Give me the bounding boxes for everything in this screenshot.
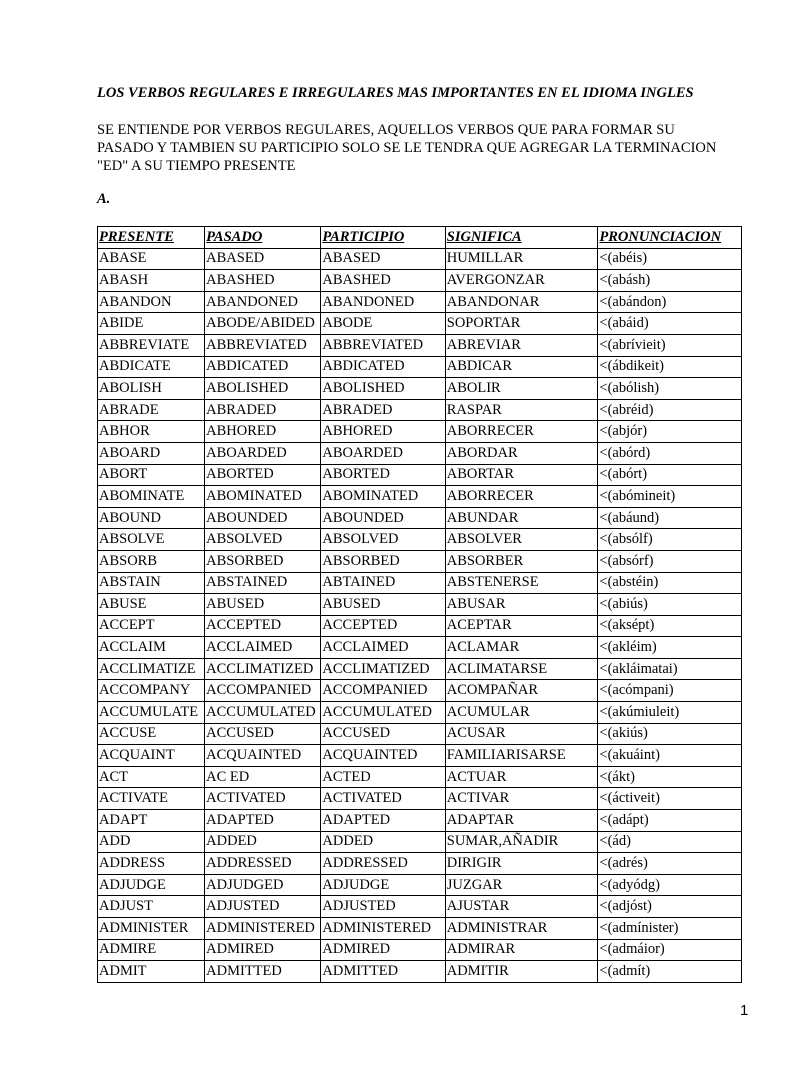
cell-significa: ABANDONAR — [445, 291, 598, 313]
cell-pronunciacion: <(akúmiuleit) — [598, 702, 742, 724]
cell-pasado: ACCLIMATIZED — [205, 658, 321, 680]
cell-presente: ABASE — [98, 248, 205, 270]
cell-pasado: ABANDONED — [205, 291, 321, 313]
cell-pronunciacion: <(abólish) — [598, 378, 742, 400]
cell-participio: ABUSED — [321, 594, 445, 616]
cell-significa: ABUNDAR — [445, 507, 598, 529]
header-pronunciacion: PRONUNCIACION — [598, 227, 742, 249]
table-row — [98, 658, 742, 680]
cell-participio: ACQUAINTED — [321, 745, 445, 767]
cell-participio: ABOLISHED — [321, 378, 445, 400]
cell-participio: ACCOMPANIED — [321, 680, 445, 702]
cell-presente: ABOLISH — [98, 378, 205, 400]
cell-pronunciacion: <(abrívieit) — [598, 334, 742, 356]
cell-pronunciacion: <(abórt) — [598, 464, 742, 486]
cell-pasado: ABHORED — [205, 421, 321, 443]
cell-participio: ABOUNDED — [321, 507, 445, 529]
cell-significa: ABUSAR — [445, 594, 598, 616]
cell-presente: ABSOLVE — [98, 529, 205, 551]
cell-significa: ABOLIR — [445, 378, 598, 400]
cell-pronunciacion: <(abréid) — [598, 399, 742, 421]
cell-pasado: ABASED — [205, 248, 321, 270]
cell-pronunciacion: <(áctiveit) — [598, 788, 742, 810]
cell-pasado: ABSTAINED — [205, 572, 321, 594]
cell-pasado: ABOARDED — [205, 442, 321, 464]
cell-presente: ABSTAIN — [98, 572, 205, 594]
cell-significa: ADMITIR — [445, 961, 598, 983]
cell-pasado: ABUSED — [205, 594, 321, 616]
cell-pronunciacion: <(ád) — [598, 831, 742, 853]
cell-significa: SUMAR,AÑADIR — [445, 831, 598, 853]
cell-pronunciacion: <(abstéin) — [598, 572, 742, 594]
cell-participio: ACCLIMATIZED — [321, 658, 445, 680]
cell-pronunciacion: <(aksépt) — [598, 615, 742, 637]
cell-participio: ABOMINATED — [321, 486, 445, 508]
cell-pronunciacion: <(ábdikeit) — [598, 356, 742, 378]
cell-participio: ABSOLVED — [321, 529, 445, 551]
cell-pasado: ACCUSED — [205, 723, 321, 745]
table-row — [98, 356, 742, 378]
cell-presente: ADMINISTER — [98, 918, 205, 940]
cell-pronunciacion: <(absórf) — [598, 550, 742, 572]
cell-participio: ABDICATED — [321, 356, 445, 378]
cell-presente: ACCLIMATIZE — [98, 658, 205, 680]
cell-pronunciacion: <(ákt) — [598, 766, 742, 788]
cell-significa: ACTIVAR — [445, 788, 598, 810]
page-number: 1 — [740, 1002, 749, 1019]
table-row — [98, 896, 742, 918]
cell-pronunciacion: <(abáid) — [598, 313, 742, 335]
verbs-table — [97, 226, 742, 983]
cell-significa: ABSOLVER — [445, 529, 598, 551]
table-row — [98, 788, 742, 810]
table-row — [98, 399, 742, 421]
cell-participio: ABSORBED — [321, 550, 445, 572]
table-row — [98, 766, 742, 788]
cell-significa: SOPORTAR — [445, 313, 598, 335]
cell-significa: ACEPTAR — [445, 615, 598, 637]
cell-pasado: ADMINISTERED — [205, 918, 321, 940]
table-row — [98, 918, 742, 940]
cell-participio: ADDRESSED — [321, 853, 445, 875]
table-row — [98, 248, 742, 270]
cell-presente: ABUSE — [98, 594, 205, 616]
cell-participio: ACTIVATED — [321, 788, 445, 810]
header-presente: PRESENTE — [98, 227, 205, 249]
cell-pronunciacion: <(adrés) — [598, 853, 742, 875]
cell-pronunciacion: <(akuáint) — [598, 745, 742, 767]
table-row — [98, 723, 742, 745]
cell-presente: ACCEPT — [98, 615, 205, 637]
cell-significa: ABORTAR — [445, 464, 598, 486]
cell-significa: ABSTENERSE — [445, 572, 598, 594]
cell-significa: ABORRECER — [445, 421, 598, 443]
cell-pronunciacion: <(admáior) — [598, 939, 742, 961]
cell-significa: AVERGONZAR — [445, 270, 598, 292]
cell-significa: FAMILIARISARSE — [445, 745, 598, 767]
cell-significa: ACLAMAR — [445, 637, 598, 659]
cell-pronunciacion: <(adápt) — [598, 810, 742, 832]
cell-participio: ADMIRED — [321, 939, 445, 961]
cell-presente: ACCOMPANY — [98, 680, 205, 702]
intro-line: PASADO Y TAMBIEN SU PARTICIPIO SOLO SE LE TENDRA QUE AGREGAR LA TERMINACION — [97, 140, 717, 156]
header-participio: PARTICIPIO — [321, 227, 445, 249]
cell-significa: ADMIRAR — [445, 939, 598, 961]
table-row — [98, 831, 742, 853]
cell-pasado: ABORTED — [205, 464, 321, 486]
cell-pronunciacion: <(abéis) — [598, 248, 742, 270]
intro-line: SE ENTIENDE POR VERBOS REGULARES, AQUELLOS VERBOS QUE PARA FORMAR SU — [97, 122, 675, 138]
cell-pasado: ACQUAINTED — [205, 745, 321, 767]
table-header-row — [98, 227, 742, 249]
cell-participio: ABRADED — [321, 399, 445, 421]
cell-participio: ABASHED — [321, 270, 445, 292]
cell-participio: ABANDONED — [321, 291, 445, 313]
cell-pronunciacion: <(adyódg) — [598, 874, 742, 896]
cell-presente: ABBREVIATE — [98, 334, 205, 356]
table-row — [98, 745, 742, 767]
cell-significa: ABSORBER — [445, 550, 598, 572]
cell-pronunciacion: <(admínister) — [598, 918, 742, 940]
cell-participio: ACTED — [321, 766, 445, 788]
cell-pronunciacion: <(abáund) — [598, 507, 742, 529]
cell-pasado: ACCOMPANIED — [205, 680, 321, 702]
document-title: LOS VERBOS REGULARES E IRREGULARES MAS IMPORTANTES EN EL IDIOMA INGLES — [97, 85, 694, 101]
table-row — [98, 853, 742, 875]
cell-pasado: ABSORBED — [205, 550, 321, 572]
table-row — [98, 637, 742, 659]
table-row — [98, 615, 742, 637]
table-row — [98, 313, 742, 335]
cell-significa: RASPAR — [445, 399, 598, 421]
cell-significa: JUZGAR — [445, 874, 598, 896]
table-row — [98, 874, 742, 896]
section-letter: A. — [97, 191, 111, 207]
table-row — [98, 378, 742, 400]
table-row — [98, 594, 742, 616]
cell-presente: ACCLAIM — [98, 637, 205, 659]
cell-pasado: ADMITTED — [205, 961, 321, 983]
intro-line: "ED" A SU TIEMPO PRESENTE — [97, 158, 296, 174]
cell-pasado: ABSOLVED — [205, 529, 321, 551]
table-row — [98, 507, 742, 529]
cell-presente: ADJUST — [98, 896, 205, 918]
intro-paragraph — [97, 121, 777, 175]
cell-significa: ACUSAR — [445, 723, 598, 745]
cell-pasado: ABOLISHED — [205, 378, 321, 400]
cell-participio: ABOARDED — [321, 442, 445, 464]
table-row — [98, 680, 742, 702]
table-row — [98, 939, 742, 961]
cell-presente: ABOUND — [98, 507, 205, 529]
cell-pronunciacion: <(absólf) — [598, 529, 742, 551]
cell-significa: HUMILLAR — [445, 248, 598, 270]
cell-significa: ACUMULAR — [445, 702, 598, 724]
cell-participio: ABHORED — [321, 421, 445, 443]
cell-pasado: ADJUDGED — [205, 874, 321, 896]
cell-pasado: ADDED — [205, 831, 321, 853]
table-row — [98, 291, 742, 313]
cell-participio: ACCLAIMED — [321, 637, 445, 659]
table-row — [98, 702, 742, 724]
cell-presente: ADDRESS — [98, 853, 205, 875]
cell-presente: ABSORB — [98, 550, 205, 572]
cell-participio: ADMINISTERED — [321, 918, 445, 940]
cell-presente: ADAPT — [98, 810, 205, 832]
table-row — [98, 442, 742, 464]
cell-participio: ADDED — [321, 831, 445, 853]
cell-significa: ACOMPAÑAR — [445, 680, 598, 702]
cell-pronunciacion: <(abjór) — [598, 421, 742, 443]
header-significa: SIGNIFICA — [445, 227, 598, 249]
cell-participio: ADAPTED — [321, 810, 445, 832]
cell-pronunciacion: <(abándon) — [598, 291, 742, 313]
cell-participio: ABORTED — [321, 464, 445, 486]
cell-pasado: ACTIVATED — [205, 788, 321, 810]
cell-participio: ACCUMULATED — [321, 702, 445, 724]
cell-pasado: ABODE/ABIDED — [205, 313, 321, 335]
cell-pasado: ADJUSTED — [205, 896, 321, 918]
table-row — [98, 486, 742, 508]
cell-significa: ACTUAR — [445, 766, 598, 788]
cell-participio: ABBREVIATED — [321, 334, 445, 356]
table-row — [98, 464, 742, 486]
cell-pasado: ABDICATED — [205, 356, 321, 378]
cell-participio: ACCEPTED — [321, 615, 445, 637]
cell-presente: ABOMINATE — [98, 486, 205, 508]
cell-participio: ABTAINED — [321, 572, 445, 594]
table-row — [98, 421, 742, 443]
cell-pronunciacion: <(akláimatai) — [598, 658, 742, 680]
cell-presente: ABORT — [98, 464, 205, 486]
cell-significa: ADMINISTRAR — [445, 918, 598, 940]
cell-presente: ACCUMULATE — [98, 702, 205, 724]
cell-presente: ABHOR — [98, 421, 205, 443]
cell-significa: ABORDAR — [445, 442, 598, 464]
cell-pronunciacion: <(acómpani) — [598, 680, 742, 702]
cell-pasado: ABASHED — [205, 270, 321, 292]
cell-significa: DIRIGIR — [445, 853, 598, 875]
cell-presente: ADD — [98, 831, 205, 853]
table-row — [98, 550, 742, 572]
cell-pasado: ACCUMULATED — [205, 702, 321, 724]
cell-presente: ACTIVATE — [98, 788, 205, 810]
table-row — [98, 572, 742, 594]
cell-significa: AJUSTAR — [445, 896, 598, 918]
cell-participio: ABASED — [321, 248, 445, 270]
cell-significa: ABORRECER — [445, 486, 598, 508]
table-row — [98, 270, 742, 292]
table-row — [98, 810, 742, 832]
cell-presente: ADMIT — [98, 961, 205, 983]
cell-pasado: ADMIRED — [205, 939, 321, 961]
cell-pasado: ABOUNDED — [205, 507, 321, 529]
cell-presente: ADJUDGE — [98, 874, 205, 896]
cell-presente: ABANDON — [98, 291, 205, 313]
cell-presente: ABRADE — [98, 399, 205, 421]
cell-pasado: ABBREVIATED — [205, 334, 321, 356]
cell-pasado: ABRADED — [205, 399, 321, 421]
cell-presente: ABDICATE — [98, 356, 205, 378]
cell-pasado: ACCLAIMED — [205, 637, 321, 659]
cell-participio: ADMITTED — [321, 961, 445, 983]
cell-pronunciacion: <(akiús) — [598, 723, 742, 745]
header-pasado: PASADO — [205, 227, 321, 249]
cell-pronunciacion: <(admít) — [598, 961, 742, 983]
cell-pronunciacion: <(akléim) — [598, 637, 742, 659]
cell-significa: ABREVIAR — [445, 334, 598, 356]
cell-presente: ABIDE — [98, 313, 205, 335]
cell-participio: ADJUSTED — [321, 896, 445, 918]
cell-pasado: ADDRESSED — [205, 853, 321, 875]
cell-pronunciacion: <(abómineit) — [598, 486, 742, 508]
cell-pasado: ADAPTED — [205, 810, 321, 832]
cell-pronunciacion: <(abiús) — [598, 594, 742, 616]
cell-presente: ADMIRE — [98, 939, 205, 961]
cell-pasado: ABOMINATED — [205, 486, 321, 508]
cell-presente: ACCUSE — [98, 723, 205, 745]
cell-participio: ABODE — [321, 313, 445, 335]
table-row — [98, 961, 742, 983]
cell-presente: ABOARD — [98, 442, 205, 464]
cell-pronunciacion: <(abórd) — [598, 442, 742, 464]
cell-presente: ACT — [98, 766, 205, 788]
cell-participio: ADJUDGE — [321, 874, 445, 896]
table-row — [98, 529, 742, 551]
cell-pronunciacion: <(adjóst) — [598, 896, 742, 918]
cell-pasado: AC ED — [205, 766, 321, 788]
cell-presente: ABASH — [98, 270, 205, 292]
cell-pronunciacion: <(abásh) — [598, 270, 742, 292]
cell-presente: ACQUAINT — [98, 745, 205, 767]
cell-significa: ADAPTAR — [445, 810, 598, 832]
verbs-table-body — [98, 248, 742, 982]
table-row — [98, 334, 742, 356]
cell-significa: ACLIMATARSE — [445, 658, 598, 680]
cell-participio: ACCUSED — [321, 723, 445, 745]
cell-pasado: ACCEPTED — [205, 615, 321, 637]
cell-significa: ABDICAR — [445, 356, 598, 378]
